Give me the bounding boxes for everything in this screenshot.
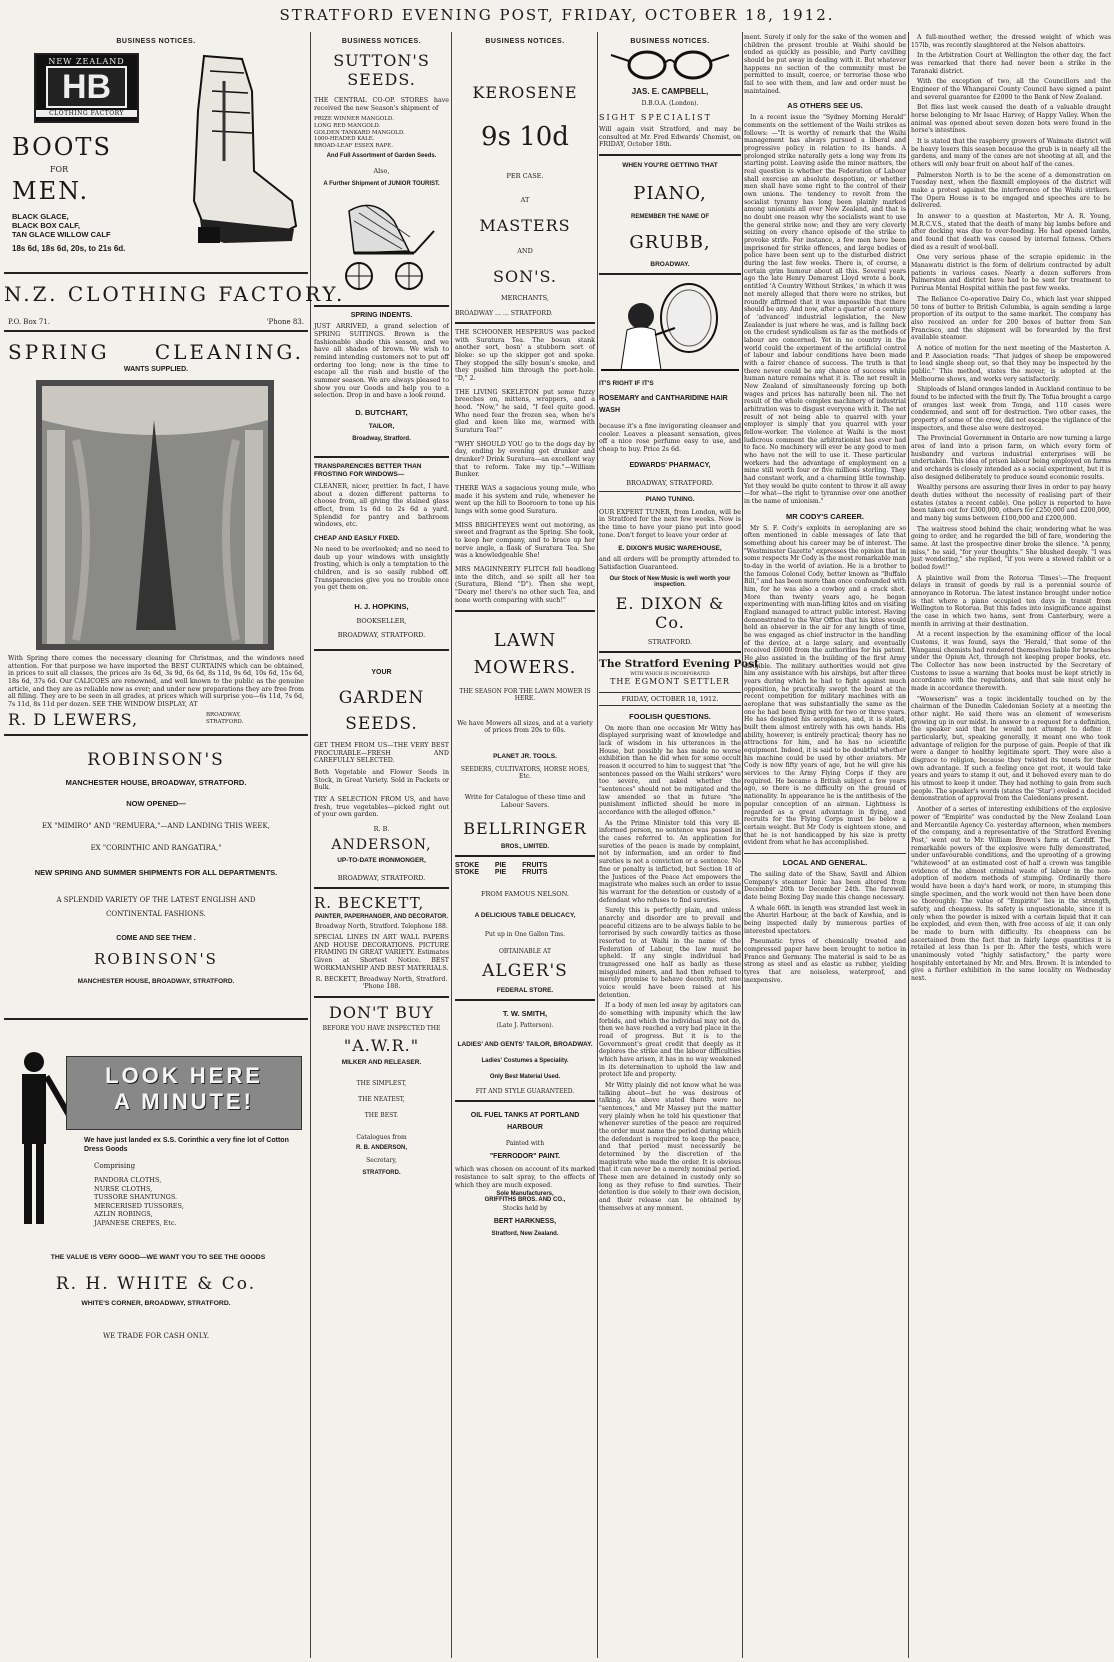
business-notices-heading: BUSINESS NOTICES.: [116, 38, 196, 45]
column-2: BUSINESS NOTICES. SUTTON'S SEEDS. THE CENTRAL CO-OP. STORES have received the new Season's shipment of PRIZE WINNER MANGOLD. LONG RED MANGOLD. GOLDEN TANKARD MANGOLD. 1000-HEADED KALE. BROAD-LEAF ESSEX RAPE. And Full Assortment of Garden Seeds. Also, A Further Shipment of JUNIOR TOURIST. SPRING INDENTS. JUST ARRIVED, a grand selection of SPRING SUITINGS. Brown is the fashionable shade this season, and we have all shades of brown. We wish to remind intending customers not to put off ordering too long; now is the time to escape all the rush and bustle of the summer season. We are always pleased to show you our Goods and help you to a selection. Drop in and have a look round. D. BUTCHART, TAILOR, Broadway, Stratford. TRANSPARENCIES BETTER THAN FROSTING FOR WINDOWS— CLEANER, nicer, prettier. In fact, I have about a dozen different patterns to choose from, all giving the stained glass effect, from 1s 6d to 2s 6d a yard. Splendid for pantry and bathroom windows, etc. CHEAP AND EASILY FIXED. No need to be overlooked; and no need to daub up your windows with unsightly frosting, which is only a temptation to the children, and is so easily rubbed off. Transparencies give you no trouble once you get them on. H. J. HOPKINS, BOOKSELLER, BROADWAY, STRATFORD. YOUR GARDEN SEEDS. GET THEM FROM US—THE VERY BEST PROCURABLE—FRESH AND CAREFULLY SELECTED. Both Vegetable and Flower Seeds in Stock, in Great Variety. Sold in Packets or Bulk. TRY A SELECTION FROM US, and have fresh, true vegetables—picked right out of your own garden. R. B. ANDERSON, UP-TO-DATE IRONMONGER, BROADWAY, STRATFORD. R. BECKETT, PAINTER, PAPERHANGER, AND DECORATOR. Broadway North, Stratford. Telephone 188. SPECIAL LINES IN ART WALL PAPERS AND HOUSE DECORATIONS. PICTURE FRAMING IN GREAT VARIETY. Estimates Given at Shortest Notice. BEST WORKMANSHIP AND BEST MATERIALS. R. BECKETT, Broadway North, Stratford. 'Phone 188. DON'T BUY BEFORE YOU HAVE INSPECTED THE "A.W.R." MILKER AND RELEASER. THE SIMPLEST, THE NEATEST, THE BEST. Catalogues from R. B. ANDERSON, Secretary, STRATFORD.: [314, 38, 449, 1176]
masthead: STRATFORD EVENING POST, FRIDAY, OCTOBER 18, 1912.: [279, 6, 835, 24]
window-curtain-image: [36, 380, 274, 650]
column-1: [4, 32, 346, 1658]
hb-logo: NEW ZEALAND HB CLOTHING FACTORY: [34, 53, 139, 123]
spectacles-icon: [599, 49, 741, 81]
robinsons-advert: ROBINSON'S MANCHESTER HOUSE, BROADWAY, STRATFORD. NOW OPENED— EX "MIMIRO" AND "REMUERA,"—AND LANDING THIS WEEK, EX "CORINTHIC AND RANGATIRA," NEW SPRING AND SUMMER SHIPMENTS FOR ALL DEPARTMENTS. A SPLENDID VARIETY OF THE LATEST ENGLISH AND CONTINENTAL FASHIONS. COME AND SEE THEM . ROBINSON'S MANCHESTER HOUSE, BROADWAY, STRATFORD.: [4, 750, 308, 1020]
boots-advert: NEW ZEALAND HB CLOTHING FACTORY BOOTS FOR MEN. BLACK GLACE, BLACK BOX CALF, TAN GLACE WILLOW CALF 18s 6d, 18s 6d, 20s, to 21s 6d.: [4, 49, 308, 274]
column-4: BUSINESS NOTICES. JAS. E. CAMPBELL, D.B.O.A. (London). SIGHT SPECIALIST Will again visit Stratford, and may be consulted at Mr. Fred Edwards' Chemist, on FRIDAY, October 18th. WHEN YOU'RE GETTING THAT PIANO, REMEMBER THE NAME OF GRUBB, BROADWAY. IT'S RIGHT IF IT'S ROSEMARY and CANTHARIDINE HAIR WASH because it's a fine invigorating cleanser and cooler. Leaves a pleasant sensation, gives off a nice rose perfume easy to use, and cheap to buy. Price 2s 6d. EDWARDS' PHARMACY, BROADWAY, STRATFORD. PIANO TUNING. OUR EXPERT TUNER, from London, will be in Stratford for the next few weeks. Now is the time to have your piano put into good tone. Don't forget to leave your order at E. DIXON'S MUSIC WAREHOUSE, and all orders will be promptly attended to. Satisfaction Guaranteed. Our Stock of New Music is well worth your inspection. E. DIXON & Co. STRATFORD. The Stratford Evening Post WITH WHICH IS INCORPORATED THE EGMONT SETTLER FRIDAY, OCTOBER 18, 1912. FOOLISH QUESTIONS. On more than one occasion Mr Witty has displayed surprising want of knowledge and lack of wisdom in his utterances in the House, but possibly he has made no worse exhibition than he did when for some occult reason it occurred to him to suggest that "the sentences passed on the Waihi strikers" were too severe, and asked whether the "sentences" should not be mitigated and the law amended so that in future "the punishment inflicted should be more in accordance with the alleged offence." As the Prime Minister told this very ill-informed person, no sentence was passed in the cases referred to. An application for sureties of the peace is made by complaint, not by information, and an order to find sureties is not a conviction or a sentence. No fine or penalty is inflicted, but Section 18 of the Justices of the Peace Act empowers the magistrate who makes such an order to issue his warrant for the detention or custody of a defendant who refuses to find sureties. Surely this is perfectly plain, and unless anarchy and disorder are to prevail and peaceful citizens are to be always liable to be terrorised by such cowardly tactics as those resorted to at Waihi in the name of the Federation of Labour, the law must be upheld. If any single individual had transgressed one half as badly as these misguided miners, and had then refused to merely promise to behave decently, not one voice would have been raised at his detention. If a body of men led away by agitators can do something with impunity which the law forbids, and which the individual may not do, then we have reached a very bad place in the road of progress. But it is to the Government's great credit that deeply as it deplores the strike and the labour difficulties which have arisen, it has in no way weakened in its determination to uphold the law and protect life and property. Mr Witty plainly did not know what he was talking about—but he was desirous of talking. As above stated there were no "sentences," and Mr Massey put the matter very plainly when he told his questioner that whenever sureties of the peace are required the order must name the period during which the defendant is required to keep the peace, and that period must necessarily be determined by the discretion of the magistrate who made the order. It is obvious that it can never be a merely nominal period. These men are detained in custody only so long as they refuse to find sureties. Their detention is due solely to their own decision, and their release can be obtained by themselves at any moment.: [599, 38, 759, 1212]
nz-clothing-factory: N.Z. CLOTHING FACTORY. P.O. Box 71. 'Phone 83.: [4, 282, 308, 332]
man-silhouette-image: [14, 1048, 54, 1238]
white-advert: LOOK HERE A MINUTE! We have just landed ex S.S. Corinthic a very fine lot of Cotton Dress Goods Comprising PANDORA CLOTHS, NURSE CLOTHS, TUSSORE SHANTUNGS. MERCERISED TUSSORES, AZLIN ROBINGS, JAPANESE CREPES, Etc. THE VALUE IS VERY GOOD—WE WANT YOU TO SEE THE GOODS R. H. WHITE & Co. WHITE'S CORNER, BROADWAY, STRATFORD. WE TRADE FOR CASH ONLY.: [4, 1020, 308, 1350]
boots-title: BOOTS: [12, 133, 112, 161]
boot-icon: [164, 51, 304, 251]
column-3: BUSINESS NOTICES. KEROSENE 9s 10d PER CASE. AT MASTERS AND SON'S. MERCHANTS, BROADWAY ... ... STRATFORD. THE SCHOONER HESPERUS was packed with Suratura Tea. The bosun stank another sort, bosn' a stubborn sort of bloke: so up the skipper got and spoke. They stopped the silly bosun's smoke, and they pushed him through the port-hole. "D," 2. THE LIVING SKELETON put some fuzzy breeches on, mittens, wrappers, and a hood. "Now," he said, "I feel quite good. Who need fear the frozen sea, when he's glad and keen like me, warmed with Suratura Tea!" "WHY SHOULD YOU go to the dogs day by day, ending by evening get drunker and drunker? Drink Suratura—an excellent way that to reform. Take my tip."—William Bunker. THERE WAS a sagacious young mule, who made it his system and rule, whenever he went up the hill to Booroorn to tone up his lungs with some good Suratura. MISS BRIGHTEYES went out motoring, as sweet and fragrant as the Spring. She took, to keep her company, and to brace up her nerve angle, a flask of Suratura Tea. She was a knowledgeable She! MRS MAGINNERTY FLITCH fell headlong into the ditch, and so spilt all her tea (Suratura, Blend "D"). Then she wept, "Deary me! there's no other such Tea, and none worth comparing with such!" LAWN MOWERS. THE SEASON FOR THE LAWN MOWER IS HERE. We have Mowers all sizes, and at a variety of prices from 20s to 60s. PLANET JR. TOOLS. SEEDERS, CULTIVATORS, HORSE HOES, Etc. Write for Catalogue of these time and Labour Savers. BELLRINGER BROS., LIMITED. STOKE PIE FRUITS STOKE PIE FRUITS FROM FAMOUS NELSON. A DELICIOUS TABLE DELICACY, Put up in One Gallon Tins. OBTAINABLE AT ALGER'S FEDERAL STORE. T. W. SMITH, (Late J. Patterson). LADIES' AND GENTS' TAILOR, BROADWAY. Ladies' Costumes a Speciality. Only Best Material Used. FIT AND STYLE GUARANTEED. OIL FUEL TANKS AT PORTLAND HARBOUR Painted with "FERRODOR" PAINT. which was chosen on account of its marked resistance to salt spray, to the effects of which they are much exposed. Sole Manufacturers, GRIFFITHS BROS. AND CO., Stocks held by BERT HARKNESS, Stratford, New Zealand.: [455, 38, 595, 1238]
pram-image: [314, 191, 449, 296]
column-5: ment. Surely if only for the sake of the women and children the present trouble at Waihi should be ended as quickly as possible, and Party cavilling should be put away in dealing with it. But whatever happens no section of the community must be permitted to insult, coerce, or terrorise those who fail to see with them, and law and order must be maintained. AS OTHERS SEE US. In a recent issue the "Sydney Morning Herald" comments on the settlement of the Waihi strikes as follows: —"It is worthy of remark that the Waihi management has always pursued a liberal and progressive policy in relation to its hands. A prolonged strike naturally gets a long way from its starting point. Leaving aside the minor matters, the real question is whether the Federation of Labour shall exercise an absolute despotism, or whether men shall have some right to the control of their own unions. The tendency to revolt from the socialist tyranny has long been plainly marked among unionists all over New Zealand, and that is no doubt one reason why the socialists want to use the general strike now; and they are very cleverly seizing on every chance episode of the strike to provoke strife. For instance, a few men have been imprisoned for strike offences, and large bodies of police have been sent up to the disturbed district during the last few weeks. There is, of course, a certain grim humour about all this. Several years ago the late Henry Demarest Lloyd wrote a book, entitled 'A Country Without Strikes,' in which it was not merely alleged that there were no strikes, but roundly affirmed that it was impossible that there should be any. And now, after a quarter of a century of 'advanced' industrial legislation, the New Zealander is just where he was, and is falling back on the crudest syndicalism as far as the methods of labour are concerned. Yet in no country in the world could the experiment of the artificial control of labour and labour conditions have been made with a fairer chance of success. The truth is that there never could be any chance of success while human nature remains what it is. The net result in New Zealand of simultaneously forcing up both wages and prices has naturally been nil. The net result of the whole complex machinery of industrial arbitration was to disgust everyone with it. The net result of not being able to quarrel with your employer is simply that you quarrel with your fellow-worker. The violence at Waihi is the most ludicrous comment the arbitrationist has ever had to face. No machinery will ever be any good to men who have not the will to use it. These particular workers had the advantage of employment on a mine still worth four or five millions sterling. They had constant work, and a charming little township. Yet they would be quite content to throw it all away—for what—the right to tyrannise over one another in the name of unionism." MR CODY'S CAREER. Mr S. F. Cody's exploits in aeroplaning are so often mentioned in cable messages of late that something about his career may be of interest. The "Westminster Gazette" expresses the opinion that in some respects Mr Cody is the most remarkable man to-day in the world of aviation. He is a brother to the famous Colonel Cody, better known as "Buffalo Bill," and has been more than once confounded with him, for he was also a cowboy and a crack shot. More than twenty years ago, he began experimenting with man-lifting kites and on visiting England managed to attract public interest. Having demonstrated to the War Office that his kites would hold an observer in the air for any length of time, he was engaged as chief instructor in the handling of the device, at a large salary, and eventually received £6000 from the authorities for his patent. He also assisted in the building of the first Army dirigible. The military authorities would not give him any assistance with his airships, but after three years during which he had to fight against much opposition, he practically swept the board at the recent competition for military machines with an aeroplane that was substantially the same as the one he had been flying with for two or three years. He has designed his aeroplanes, and, it is stated, built them almost entirely with his own hands. His ability, however, is entirely practical; theory has no attractions for him, and he has no scientific equipment. Indeed, it is said to be doubtful whether his machine could be used by other aviators. Mr Cody is now fifty years of age, but he will give his services to the Army Flying Corps if they are required. He became a British subject a few years ago, so there is no difficulty on the ground of nationality. In appearance he is the antithesis of the popular conception of an airman. Lightness is regarded as a great advantage in flying, and recruits for the Flying Corps must be below a certain weight. But Mr Cody is eighteen stone, and that he is not handicapped by his size is pretty evident from what he has accomplished. LOCAL AND GENERAL. The sailing date of the Shaw, Savill and Albion Company's steamer Ionic has been altered from December 20th to December 24th. The farewell date being Boxing Day made this change necessary. A whale 66ft. in length was stranded last week in the Ahuriri Harbour, at the back of Kawhia, and is being inspected daily by numerous parties of interested spectators. Pneumatic tyres of chemically treated and compressed paper have been brought to notice in France and Germany. The material is said to be as strong as steel and as elastic as rubber, yielding tyres that are noiseless, waterproof, and inexpensive.: [744, 34, 906, 984]
newspaper-title: The Stratford Evening Post: [599, 657, 759, 670]
column-6: A full-mouthed wether, the dressed weight of which was 157lb, was recently slaughtered at the Nelson abattoirs. In the Arbitration Court at Wellington the other day, the fact was remarked that there had never been a strike in the Taranaki district. With the exception of two, all the Councillors and the Engineer of the Whangarei County Council have signed a paint and several guarantee for £2000 to the Bank of New Zealand. Bot flies last week caused the death of a valuable draught horse belonging to Mr Isaac Harvey, of Happy Valley. When the animal was opened about seven dozen bots were found in the horse's intestines. It is stated that the raspberry growers of Waimate district will be heavy losers this season because the grub is in nearly all the gardens, and many of the canes are not shooting at all, and the others will only bear fruit on about half of the canes. Palmerston North is to be the scene of a demonstration on Tuesday next, when the flaxmill employees of the district will make a protest against the interference of the Waihi strikers. The Opera House is to be engaged and speeches are to be delivered. In answer to a question at Masterton, Mr A. R. Young, M.R.C.V.S., stated that the death of many big lambs before and after docking was due to over-feeding. He had opened lambs, and found that death was caused by internal fatness. Others died as a result of wool-ball. One very serious phase of the scrapie epidemic in the Manawatu district is the form of delirium contracted by adult patients in various cases. Nearly a dozen sufferers from Palmerston and district have had to be sent for treatment to Porirua Mental Hospital within the past few weeks. The Reliance Co-operative Dairy Co., which last year shipped 50 tons of butter to British Columbia, is again sending a large proportion of its output to the same market. The company has also received an order for 200 boxes of butter from San Francisco, and the shipment will be forwarded by the first available steamer. A notice of motion for the next meeting of the Masterton A. and P. Association reads: "That judges of sheep be empowered to lead single sheep out, so that they may be inspected by the public." This method, states the mover, is adopted at the Melbourne shows, and works very satisfactorily. Shiploads of Island oranges landed in Auckland continue to be found to be infected with the fruit fly. The Tofua brought a cargo of oranges last week from Tonga, and 110 cases were condemned, and sent off for destruction. Two other cases, the property of some of the crew, did not escape the vigilance of the inspectors, and these also were destroyed. The Provincial Government in Ontario are now turning a large area of land into a prison farm, on which every form of husbandry and various industrial enterprises will be undertaken. This idea of prison labour being employed on farms and orchards is closely intended as a social experiment, but it is also designed deliberately to produce sound economic results. Wealthy persons are assuring their lives in order to pay heavy death duties without the necessity of realising part of their estates (states a recent cable). One policy is reported to have been taken out for £300,000, others for £250,000 and £200,000, and many big sums between £100,000 and £200,000. The waitress stood behind the chair, wondering what he was going to order, and he regarded the bill of fare, wondering the same. At last the prospective diner broke the silence. "A penny, miss," he said, "for your thoughts." She blushed deeply. "I was just wondering," she replied, "if you were a stewed rabbit or a boiled fowl!" A plaintive wail from the Rotorua 'Times':—The frequent delays in transit of goods by rail is a perennial source of annoyance in Rotorua. The latest instance brought under notice is that where a piano occupied ten days in transit from Wellington to Rotorua. But this fades into insignificance against the case in which two hams, sent from Canterbury, were a month in arriving at their destination. At a recent inspection by the examining officer of the local Customs, it was found, says the 'Herald,' that some of the Wanganui chemists had rendered themselves liable for breaches under the Opium Act, through not keeping proper books, etc. The Collector has now been instructed by the Secretary of Customs to issue a warning that books must be kept strictly in accordance with the regulations, and that sale must only be made in accordance therewith. "Wowserism" was a topic incidentally touched on by the chairman of the Dunedin Caledonian Society at a meeting the other night. He said there was an element of wowserism growing up in our midst. In answer to a request for a definition, the speaker said that he would not attempt to define it particularly, but, speaking generally, it meant one who took advantage of religion for the purpose of gain. People of that ilk were a danger to healthy legitimate sport. They were also a disgrace to religion, because they twisted its tenets for their own advantage. If such a feeling once got root, it would take years and years to stamp it out, and it behoved every man to do his utmost to keep it under. They had nothing to gain from such people. The speaker's words (states the 'Star') evoked a decided demonstration of approval from the Caledonians present. Another of a series of interesting exhibitions of the explosive power of "Empirite" was conducted by the New Zealand Loan and Mercantile Agency Co. yesterday afternoon, when members of the company, and a representative of the 'Stratford Evening Post,' went out to Mr. William Brown's farm at Cardiff. The remarkable powers of the explosive were fully demonstrated, under unfavourable conditions, and the uprooting of a growing "whitewood" at an estimated cost of half a crown was tangible evidence of the almost criminal waste of labour in the non-adoption of modern methods of stumping. Ordinarily there would have been a day's hard work, or more, in stumping this single specimen, and the work would not then have been done so thoroughly. The value of "Empirite" lies in the strength, safety, and cheapness. Its safety is unquestionable, since it is only when the powder is mixed with a certain liquid that it can be exploded, and even then, with free access of air, it can only be made to burn with difficulty. Its cheapness can be ascertained from the fact that in fairly large quantities it is retailed at less than 1s per lb. After the tests, which were unanimously voted "highly satisfactory," the party were hospitably entertained by Mr. and Mrs. Brown. It is intended to give a further exhibition in the same locality on Wednesday next.: [911, 34, 1111, 982]
woman-mirror-image: [599, 280, 741, 376]
spring-cleaning-advert: SPRING CLEANING. WANTS SUPPLIED. With Spring there comes the necessary cleaning for Christmas, and the windows need attention. For that purpose we have imported the BEST CURTAINS which can be obtained, in prices to suit all classes, the prices are 3s 6d, 3s 9d, 6s 6d, 8s 11d, 9s 6d, 10s 6d, 15s 6d, 18s 6d, 37s 6d. Our CALICOES are renowned, and well known to the public as the genuine article, and they are as reliable now as ever; and under new preparations they are free from all filling. They are to be seen in all grades, at prices which will surprise you—6s 11d, 7s 6d, 7s 11d, 8s 11d per dozen. SEE THE WINDOW DISPLAY, AT R. D LEWERS, BROADWAY, STRATFORD.: [4, 332, 308, 736]
men-title: MEN.: [12, 177, 90, 205]
look-here-banner: LOOK HERE A MINUTE!: [66, 1056, 302, 1130]
